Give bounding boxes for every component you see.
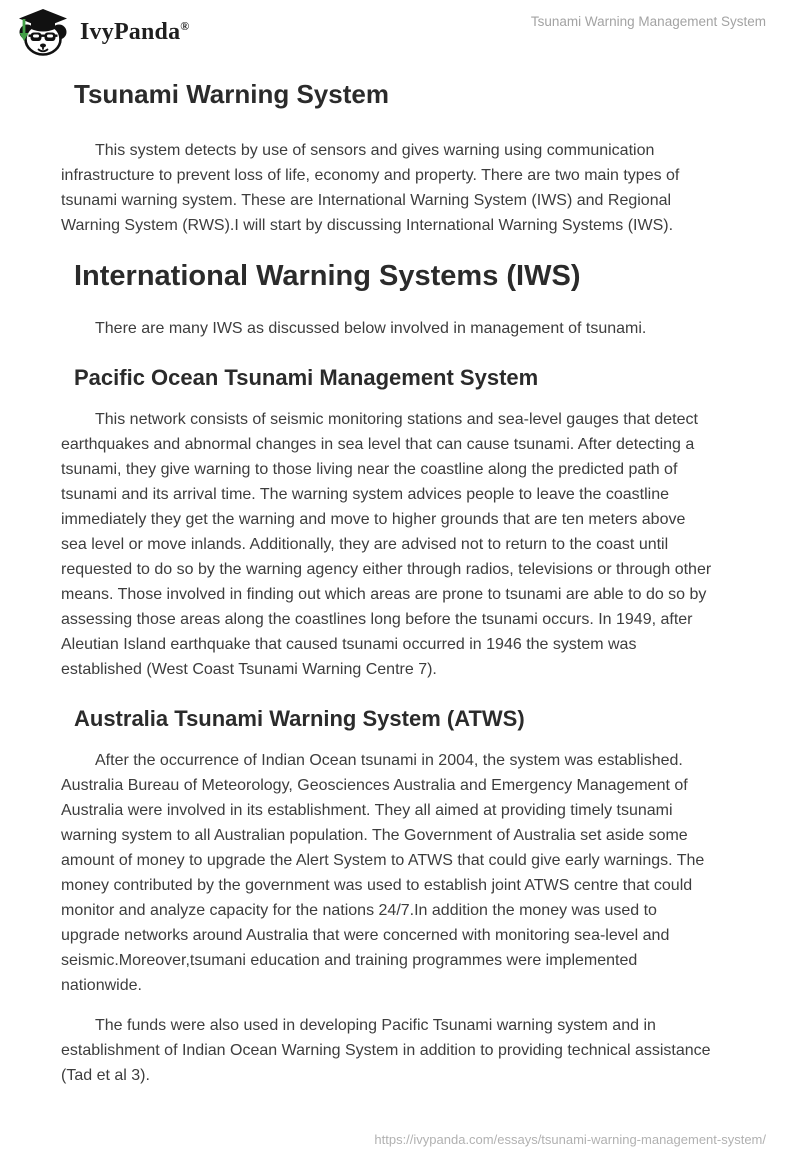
intro-paragraph: This system detects by use of sensors and gives warning using communication infrastructure to prevent loss of life, economy and property. There are two main types of tsunami warning system. These are International Warning System (IWS) and Regional Warning System (RWS).I will start by discussing International Warning Systems (IWS). (61, 141, 680, 234)
iws-heading: International Warning Systems (IWS) (74, 259, 581, 292)
panda-logo-icon (14, 8, 71, 56)
registered-mark: ® (180, 18, 190, 33)
essay-content (0, 58, 800, 1088)
ivypanda-logo[interactable] (14, 8, 189, 56)
pacific-ocean-paragraph: This network consists of seismic monitoring stations and sea-level gauges that detect earthquakes and abnormal changes in sea level that can cause tsunami. After detecting a tsunami, they give warning to those living near the coastline along the predicted path of tsunami and its arrival time. The warning system advices people to leave the coastline immediately they get the warning and move to higher grounds that are ten meters above sea level or move inlands. Additionally, they are advised not to return to the coast until requested to do so by the warning agency either through radios, televisions or through other means. Those involved in finding out which areas are prone to tsunami are able to do so by assessing those areas along the coastlines long before the tsunami occurs. In 1949, after Aleutian Island earthquake that caused tsunami occurred in 1946 the system was established (West Coast Tsunami Warning Centre 7). (61, 410, 712, 678)
iws-intro-paragraph: There are many IWS as discussed below involved in management of tsunami. (95, 320, 647, 338)
essay-title: Tsunami Warning System (74, 79, 389, 109)
page-header (0, 0, 800, 58)
source-url-link[interactable]: https://ivypanda.com/essays/tsunami-warning-management-system/ (374, 1132, 766, 1147)
pacific-ocean-heading: Pacific Ocean Tsunami Management System (74, 365, 539, 391)
atws-paragraph-1: After the occurrence of Indian Ocean tsunami in 2004, the system was established. Australia Bureau of Meteorology, Geosciences Australia and Emergency Management of Australia were involved in its establishment. They all aimed at providing timely tsunami warning system to all Australian population. The Government of Australia set aside some amount of money to upgrade the Alert System to ATWS that could give early warnings. The money contributed by the government was used to establish joint ATWS centre that could monitor and analyze capacity for the nations 24/7.In addition the money was used to upgrade networks around Australia that were concerned with monitoring sea-level and seismic.Moreover,tsumani education and training programmes were implemented nationwide. (61, 751, 705, 994)
atws-paragraph-2: The funds were also used in developing Pacific Tsunami warning system and in establishment of Indian Ocean Warning System in addition to providing technical assistance (Tad et al 3). (61, 1016, 711, 1084)
atws-heading: Australia Tsunami Warning System (ATWS) (74, 705, 525, 731)
running-head-title: Tsunami Warning Management System (530, 14, 766, 29)
brand-name: IvyPanda® (80, 18, 190, 45)
